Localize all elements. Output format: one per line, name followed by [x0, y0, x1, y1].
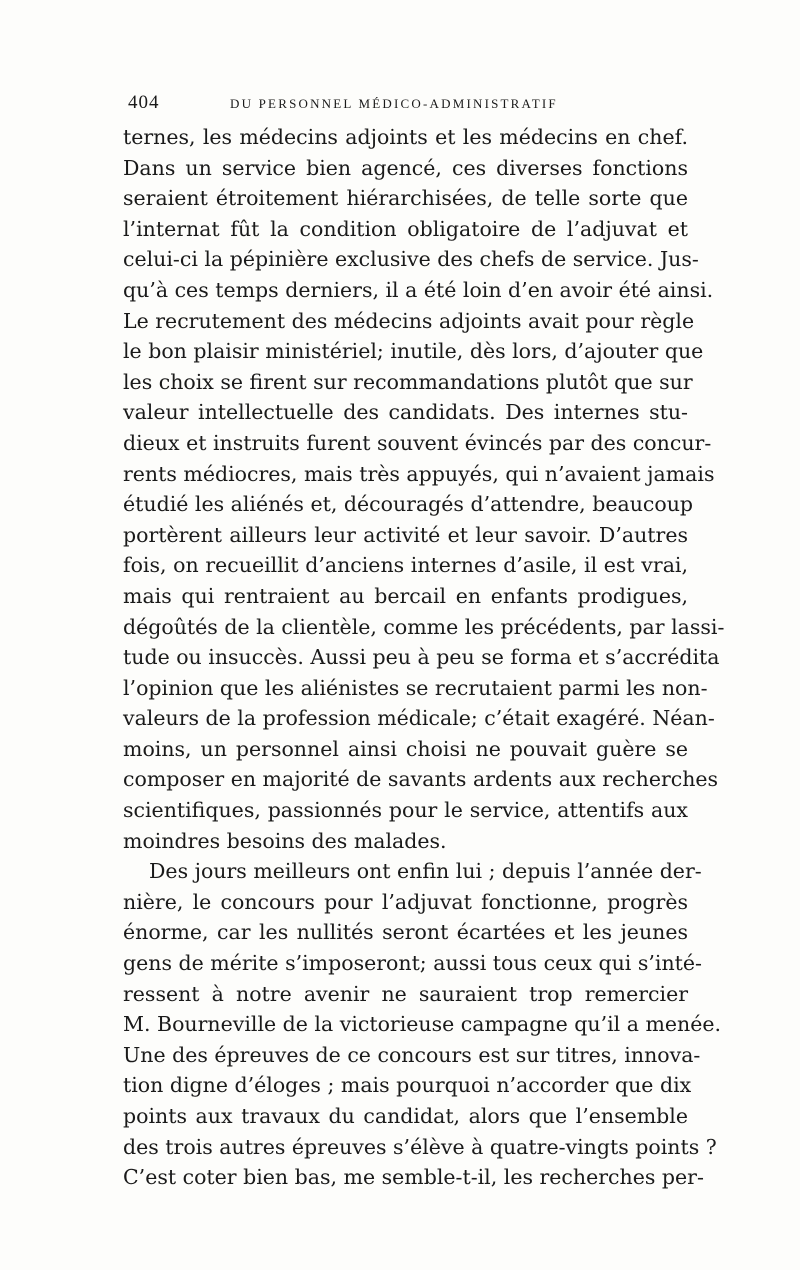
text-line: fois, on recueillit d’anciens internes d’asile, il est vrai, [123, 553, 688, 578]
text-line: seraient étroitement hiérarchisées, de telle sorte que [123, 186, 688, 211]
text-line: Dans un service bien agencé, ces diverses fonctions [123, 155, 688, 180]
text-line: les choix se firent sur recommandations plutôt que sur [123, 369, 693, 394]
text-line: ternes, les médecins adjoints et les médecins en chef. [123, 125, 688, 149]
text-line: points aux travaux du candidat, alors que l’ensemble [123, 1104, 688, 1128]
body-text [123, 122, 725, 1193]
text-line: scientifiques, passionnés pour le service, attentifs aux [123, 798, 688, 823]
text-line: portèrent ailleurs leur activité et leur savoir. D’autres [123, 522, 688, 547]
text-line: celui-ci la pépinière exclusive des chefs de service. Jus- [123, 247, 699, 272]
text-line: rents médiocres, mais très appuyés, qui n’avaient jamais [123, 461, 715, 486]
running-title: DU PERSONNEL MÉDICO-ADMINISTRATIF [230, 96, 558, 111]
text-line: composer en majorité de savants ardents aux recherches [123, 767, 719, 792]
text-line: valeurs de la profession médicale; c’était exagéré. Néan- [123, 706, 715, 731]
text-line: dégoûtés de la clientèle, comme les précédents, par lassi- [123, 614, 725, 639]
text-line: mais qui rentraient au bercail en enfants prodigues, [123, 583, 688, 608]
text-line: valeur intellectuelle des candidats. Des internes stu- [123, 400, 688, 425]
text-line: l’internat fût la condition obligatoire de l’adjuvat et [123, 216, 688, 241]
paragraph-end-line: moindres besoins des malades. [123, 828, 447, 853]
paragraph-start-line: Des jours meilleurs ont enfin lui ; depuis l’année der- [149, 859, 702, 884]
text-line: le bon plaisir ministériel; inutile, dès lors, d’ajouter que [123, 339, 704, 364]
text-line: qu’à ces temps derniers, il a été loin d’en avoir été ainsi. [123, 277, 714, 302]
text-line: Une des épreuves de ce concours est sur titres, innova- [123, 1042, 701, 1067]
text-line: C’est coter bien bas, me semble-t-il, les recherches per- [123, 1165, 704, 1190]
text-line: ressent à notre avenir ne sauraient trop remercier [123, 981, 688, 1006]
text-line: l’opinion que les aliénistes se recrutaient parmi les non- [123, 675, 708, 700]
page-number: 404 [128, 92, 160, 113]
text-line: M. Bourneville de la victorieuse campagne qu’il a menée. [123, 1012, 722, 1037]
text-line: Le recrutement des médecins adjoints avait pour règle [123, 308, 695, 333]
text-line: tion digne d’éloges ; mais pourquoi n’accorder que dix [123, 1073, 692, 1098]
text-line: moins, un personnel ainsi choisi ne pouvait guère se [123, 736, 688, 761]
text-line: des trois autres épreuves s’élève à quatre-vingts points ? [123, 1134, 717, 1159]
text-line: dieux et instruits furent souvent évincés par des concur- [123, 430, 712, 455]
text-line: nière, le concours pour l’adjuvat fonctionne, progrès [123, 889, 688, 914]
text-line: étudié les aliénés et, découragés d’attendre, beaucoup [123, 492, 694, 517]
text-line: gens de mérite s’imposeront; aussi tous ceux qui s’inté- [123, 951, 702, 976]
page-header [128, 92, 688, 116]
text-line: énorme, car les nullités seront écartées et les jeunes [123, 920, 688, 945]
text-line: tude ou insuccès. Aussi peu à peu se forma et s’accrédita [123, 645, 720, 670]
